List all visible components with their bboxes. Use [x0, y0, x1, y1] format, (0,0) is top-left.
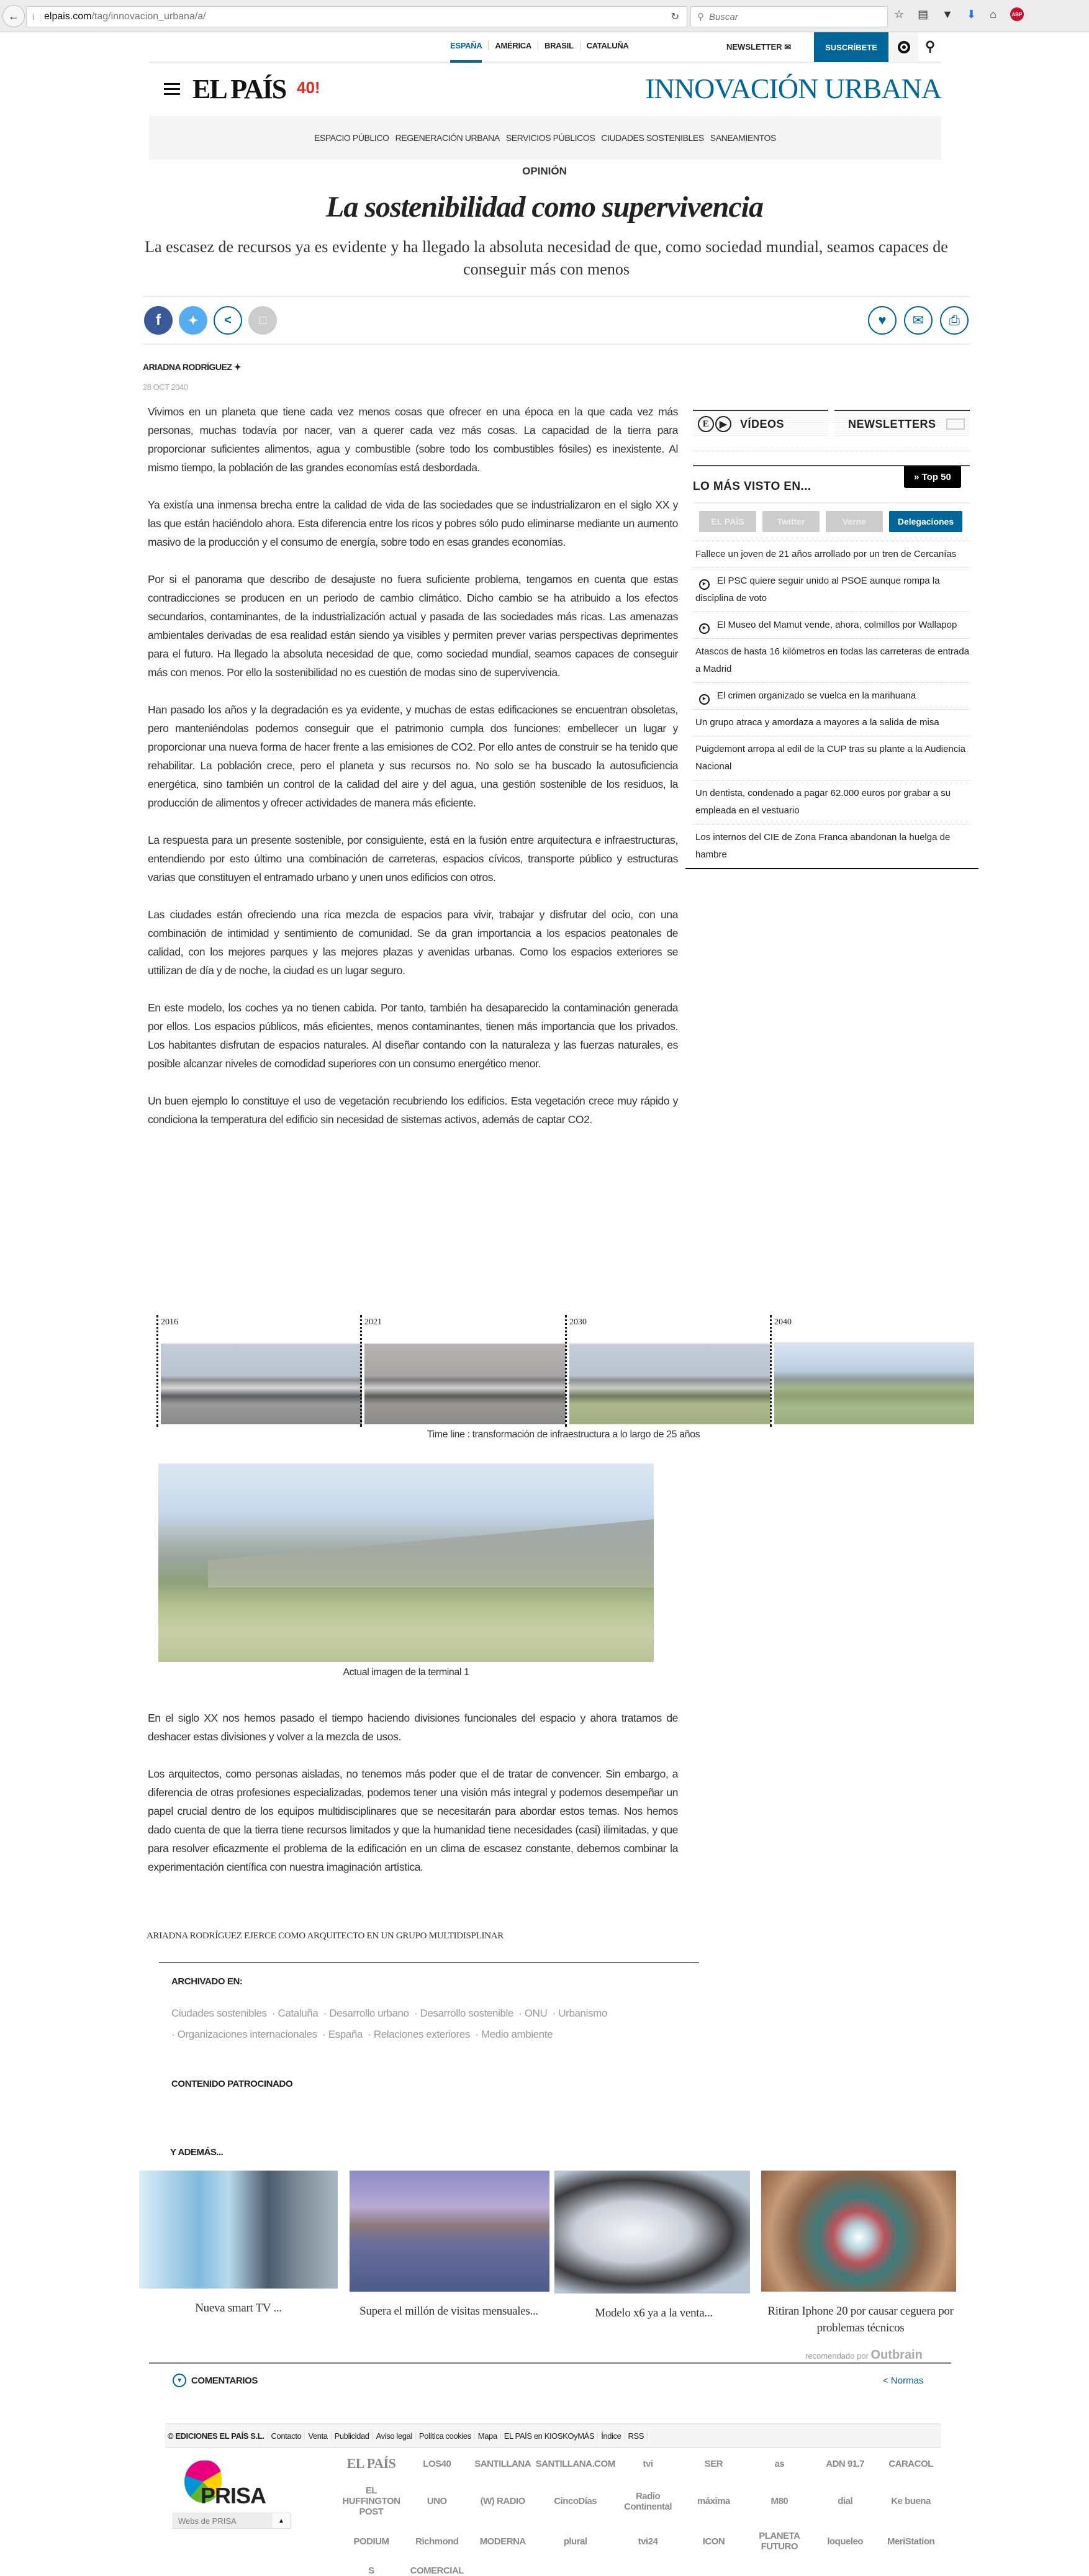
edition-america[interactable]: AMÉRICA [489, 41, 538, 50]
footer-link[interactable]: EL PAÍS en KIOSKOyMÁS [501, 2431, 599, 2441]
author-byline[interactable] [143, 362, 241, 373]
comments-toggle[interactable] [173, 2374, 258, 2387]
brand-logo[interactable]: M80 [770, 2496, 789, 2506]
chevron-up-icon: ▲ [273, 2513, 290, 2528]
email-button[interactable]: ✉ [904, 306, 933, 335]
share-button[interactable]: < [214, 306, 242, 335]
nav-ciudades-sostenibles[interactable]: CIUDADES SOSTENIBLES [601, 133, 704, 143]
recommended-card[interactable] [350, 2171, 548, 2320]
play-icon: ▶ [715, 416, 731, 432]
tag-list [171, 2003, 693, 2045]
item-text: Un dentista, condenado a pagar 62.000 euros por grabar a su empleada en el vestuario [695, 788, 951, 816]
brand-logo[interactable]: LOS40 [423, 2458, 451, 2469]
author-bio: ARIADNA RODRÍGUEZ EJERCE COMO ARQUITECTO EN UN GRUPO MULTIDISPLINAR [147, 1931, 504, 1941]
brand-logo[interactable]: ICON [702, 2536, 725, 2547]
top50-button[interactable]: » Top 50 [904, 466, 961, 488]
brand-logo[interactable]: dial [838, 2496, 853, 2506]
prisa-logo[interactable] [184, 2461, 266, 2508]
recommended-by-label: recomendado por [805, 2351, 869, 2361]
outbrain-credit[interactable] [805, 2348, 923, 2362]
recommended-title[interactable]: Ritiran Iphone 20 por causar ceguera por problemas técnicos [767, 2305, 954, 2334]
body-paragraph: Los arquitectos, como personas aisladas, no tenemos más poder que el de tratar de convencer. Sin embargo, a diferencia de otras profesiones especializadas, podemos tener una visión más integral y podemos desempeñar un papel crucial dentro de los equipos multidisciplinares que se necesitarán para abordar estos temas. Nos hemos dado cuenta de que la tierra tiene recursos limitados y que la humanidad tiene necesidades (casi) ilimitadas, y que para resolver eficazmente el problema de la edificación en un clima de escasez constante, debemos combinar la experimentación científica con nuestra imaginación artística. [148, 1768, 678, 1873]
recommended-title[interactable]: Nueva smart TV ... [195, 2302, 282, 2315]
brand-logo[interactable]: CincoDías [554, 2496, 597, 2506]
tag-link[interactable]: · Cataluña [271, 2007, 319, 2019]
tab-twitter[interactable]: Twitter [762, 511, 820, 532]
comments-title: COMENTARIOS [191, 2375, 258, 2386]
most-viewed-header [693, 465, 970, 502]
footer-link[interactable]: Política cookies [416, 2431, 475, 2441]
newsletter-label: NEWSLETTER [726, 42, 782, 52]
brand-logo[interactable]: loqueleo [827, 2536, 864, 2547]
el-pais-logo[interactable]: EL PAÍS [192, 74, 286, 104]
nav-espacio-publico[interactable]: ESPACIO PÚBLICO [314, 133, 389, 143]
adblock-icon[interactable]: ABP [1010, 7, 1024, 21]
footer-link[interactable]: Contacto [268, 2431, 305, 2441]
body-paragraph: Un buen ejemplo lo constituye el uso de vegetación recubriendo los edificios. Esta vegetación crece muy rápido y condiciona la temperatura del edificio sin necesidad de sistemas activos, además de captar CO2. [148, 1095, 678, 1126]
brand-logo[interactable]: Richmond [415, 2536, 459, 2547]
tag-link[interactable]: · Desarrollo sostenible [413, 2007, 513, 2019]
footer-link[interactable]: RSS [625, 2431, 648, 2441]
list-item[interactable] [693, 612, 970, 639]
list-item[interactable] [693, 736, 970, 780]
item-text: El PSC quiere seguir unido al PSOE aunque rompa la disciplina de voto [695, 576, 940, 603]
menu-icon[interactable] [164, 83, 180, 98]
timeline-year: 2016 [161, 1317, 178, 1327]
url-path: /tag/innovacion_urbana/a/ [91, 11, 206, 22]
brand-logo[interactable]: SANTILLANA.COM [535, 2458, 615, 2469]
tag-link[interactable]: · Desarrollo urbano [323, 2007, 409, 2019]
footer-link[interactable]: Mapa [475, 2431, 501, 2441]
footer-link[interactable]: Aviso legal [373, 2431, 416, 2441]
recommended-card[interactable] [139, 2171, 338, 2316]
item-text: Atascos de hasta 16 kilómetros en todas las carreteras de entrada a Madrid [695, 646, 970, 674]
edition-cataluna[interactable]: CATALUÑA [586, 41, 629, 50]
article-headline: La sostenibilidad como supervivencia [326, 191, 763, 224]
body-paragraph: Vivimos en un planeta que tiene cada vez menos cosas que ofrecer en una época en la que cada vez más personas, muchas todavía por nacer, van a querer cada vez más cosas. La capacidad de la tierra para proporcionar suficientes alimentos, agua y combustible (sobre todo los combustibles fósiles) es inexistente. Al mismo tiempo, la población de las grandes economías está desbordada. [148, 405, 678, 474]
section-nav [149, 116, 941, 160]
logo-40-badge: 40! [297, 78, 320, 97]
brand-logo[interactable]: MeriStation [887, 2536, 935, 2547]
video-icon: ▶ [699, 694, 710, 705]
body-paragraph: Por si el panorama que describo de desajuste no fuera suficiente problema, tengamos en cuenta que estas contradicciones se producen en un periodo de cambio climático. Dicho cambio se ha atribuido a los efectos secundarios, contaminantes, de la industrialización actual y pasada de las sociedades más ricas. Las amenazas ambientales derivadas de esa realidad están siendo ya visibles y permiten prever varias perspectivas deprimentes para el futuro. Ha llegado la absoluta necesidad de que, como sociedad mundial, seamos capaces de conseguir más con menos. Por ello la sostenibilidad no es cuestión de modas sino de supervivencia. [148, 573, 678, 679]
footer-link[interactable]: Publicidad [332, 2431, 373, 2441]
newsletters-label: NEWSLETTERS [848, 417, 936, 430]
newsletter-link[interactable] [726, 42, 791, 52]
webs-prisa-select[interactable] [173, 2513, 291, 2529]
brand-logo[interactable]: EL HUFFINGTON POST [342, 2485, 400, 2517]
brand-logo[interactable]: as [774, 2458, 785, 2469]
tag-link[interactable]: · Medio ambiente [475, 2028, 553, 2040]
like-button[interactable]: ♥ [868, 306, 897, 335]
body-paragraph: Las ciudades están ofreciendo una rica mezcla de espacios para vivir, trabajar y disfrutar del ocio, con una combinación de intimidad y sentimiento de comunidad. Se da gran importancia a los espacios peatonales de calidad, con los mejores parques y las mejores plazas y avenidas urbanas. Como los espacios exteriores se uttilizan de día y de noche, la ciudad es un lugar seguro. [148, 908, 678, 977]
timeline-year: 2040 [774, 1317, 792, 1327]
download-icon[interactable]: ⬇ [966, 7, 977, 20]
recommended-title[interactable]: Modelo x6 ya a la venta... [595, 2307, 713, 2320]
sponsored-title: CONTENIDO PATROCINADO [171, 2079, 293, 2089]
most-viewed-list [693, 541, 970, 868]
timeline-image-2030 [569, 1344, 770, 1424]
more-title: Y ADEMÁS... [170, 2147, 224, 2158]
brand-logo[interactable]: Radio Continental [624, 2490, 672, 2512]
article-body-continued [148, 1709, 678, 1895]
prisa-brands [338, 2456, 944, 2576]
tag-link[interactable]: · Relaciones exteriores [368, 2028, 470, 2040]
brand-logo[interactable]: SER [704, 2458, 723, 2469]
recommended-thumbnail[interactable] [350, 2171, 549, 2292]
terminal-caption: Actual imagen de la terminal 1 [343, 1667, 469, 1678]
info-icon[interactable]: i [27, 12, 40, 22]
url-host: elpais.com [44, 11, 92, 22]
twitter-share-button[interactable]: ✦ [179, 306, 207, 335]
tab-el-pais[interactable]: EL PAÍS [699, 511, 756, 532]
videos-tab[interactable] [693, 410, 828, 437]
timeline-year: 2030 [569, 1317, 587, 1327]
timeline-segment [770, 1315, 975, 1427]
item-text: Puigdemont arropa al edil de la CUP tras su plante a la Audiencia Nacional [695, 744, 965, 772]
timeline-caption: Time line : transformación de infraestructura a lo largo de 25 años [427, 1429, 700, 1440]
tag-link[interactable]: · Urbanismo [552, 2007, 607, 2019]
sidebar [685, 410, 978, 869]
edition-bar [149, 32, 941, 63]
print-button[interactable]: ⎙ [940, 306, 969, 335]
item-text: Los internos del CIE de Zona Franca abandonan la huelga de hambre [695, 832, 951, 860]
body-paragraph: Han pasado los años y la degradación es ya evidente, y muchas de estas edificaciones se encuentran obsoletas, pero manteniéndolas podemos conseguir que el patrimonio cumpla dos funciones: embellecer un lugar y proporcionar una nueva forma de hacer frente a las emisiones de CO2. Por ello antes de construir se ha tenido que rehabilitar. La población crece, pero el planeta y sus recursos no. No solo se ha buscado la autosuficiencia energética, sino también un control de la calidad del aire y del agua, una gestión sostenible de los residuos, la producción de alimentos y ofrecer actividades de manera más eficiente. [148, 703, 678, 809]
list-item[interactable] [693, 683, 970, 710]
body-paragraph: En este modelo, los coches ya no tienen cabida. Por tanto, también ha desaparecido la contaminación generada por ellos. Los espacios públicos, más eficientes, menos contaminantes, tienen más importancia que los privados. Los habitantes disfrutan de espacios naturales. Al diseñar contando con la naturaleza y las fuerzas naturales, es posible alcanzar niveles de comodidad superiores con un consumo energético menor. [148, 1001, 678, 1070]
brand-logo[interactable]: (W) RADIO [480, 2496, 525, 2506]
brand-logo[interactable]: PODIUM [353, 2536, 389, 2547]
footer-link[interactable]: Índice [598, 2431, 625, 2441]
timeline-year: 2021 [364, 1317, 382, 1327]
envelope-icon: ✉ [784, 42, 792, 52]
recommended-card[interactable] [761, 2171, 960, 2336]
list-item[interactable] [693, 639, 970, 683]
back-button[interactable]: ← [2, 5, 25, 27]
brand-logo[interactable]: tvi [643, 2458, 653, 2469]
star-icon[interactable]: ☆ [894, 7, 905, 20]
reading-list-icon[interactable]: ▤ [918, 7, 929, 20]
brand-logo[interactable]: SANTILLANA [474, 2458, 531, 2469]
edition-espana[interactable]: ESPAÑA [444, 41, 489, 50]
section-title[interactable]: INNOVACIÓN URBANA [645, 73, 941, 104]
newsletters-tab[interactable] [834, 410, 970, 437]
videos-label: VÍDEOS [740, 417, 785, 430]
body-paragraph: Ya existía una inmensa brecha entre la calidad de vida de las sociedades que se industrializaron en el siglo XX y las que están haciéndolo ahora. Esta diferencia entre los ricos y pobres sólo pudo eliminarse mediante un aumento masivo de la producción y el consumo de energía, sobre todo en esas grandes economías. [148, 499, 678, 548]
footer-link[interactable]: Venta [305, 2431, 331, 2441]
tab-delegaciones[interactable]: Delegaciones [889, 511, 962, 532]
recommended-card[interactable] [554, 2171, 753, 2321]
most-viewed-title: LO MÁS VISTO EN... [693, 480, 811, 493]
footer-copyright: © EDICIONES EL PAÍS S.L. [165, 2431, 268, 2441]
article-kicker: OPINIÓN [522, 165, 567, 177]
search-placeholder: Buscar [709, 11, 738, 22]
search-icon[interactable]: ⚲ [925, 38, 936, 54]
recommended-title[interactable]: Supera el millón de visitas mensuales... [359, 2305, 538, 2318]
browser-tools [894, 7, 1024, 21]
nav-servicios-publicos[interactable]: SERVICIOS PÚBLICOS [505, 133, 595, 143]
tags-title: ARCHIVADO EN: [171, 1976, 243, 1987]
tag-link[interactable]: · ONU [518, 2007, 548, 2019]
video-icon: ▶ [699, 579, 710, 590]
brand-logo[interactable]: ADN 91.7 [826, 2458, 865, 2469]
list-item[interactable] [693, 568, 970, 612]
timeline-figure [149, 1315, 975, 1427]
item-text: El Museo del Mamut vende, ahora, colmillos por Wallapop [717, 620, 957, 630]
masthead [149, 65, 941, 115]
address-bar[interactable] [26, 6, 687, 27]
item-text: Un grupo atraca y amordaza a mayores a la salida de misa [695, 717, 939, 728]
user-icon [898, 41, 910, 53]
tag-link[interactable]: Ciudades sostenibles [171, 2007, 267, 2019]
subscribe-button[interactable]: SUSCRÍBETE [814, 32, 888, 62]
brand-logo[interactable]: COMERCIAL [410, 2565, 464, 2576]
user-button[interactable] [890, 32, 918, 62]
chevron-down-icon: ▼ [173, 2374, 186, 2387]
item-text: El crimen organizado se vuelca en la marihuana [717, 690, 916, 701]
brand-logo[interactable]: UNO [427, 2496, 447, 2506]
twitter-icon[interactable]: ✦ [233, 362, 242, 372]
brand-logo[interactable]: máxima [697, 2496, 730, 2506]
webs-select-label: Webs de PRISA [178, 2516, 237, 2526]
most-viewed-tabs [693, 502, 970, 541]
recommended-thumbnail[interactable] [139, 2171, 338, 2289]
tab-verne[interactable]: Verne [826, 511, 883, 532]
brand-logo[interactable]: plural [563, 2536, 587, 2547]
timeline-segment [565, 1315, 770, 1427]
share-bar [143, 296, 970, 345]
tag-link[interactable]: · España [322, 2028, 363, 2040]
list-item[interactable] [693, 825, 970, 868]
recommended-thumbnail[interactable] [761, 2171, 956, 2292]
comments-button[interactable]: □ [248, 306, 277, 335]
author-name[interactable]: ARIADNA RODRÍGUEZ [143, 362, 232, 372]
brand-logo[interactable]: PLANETA FUTURO [759, 2531, 800, 2552]
el-pais-e-icon: E [698, 416, 714, 432]
facebook-share-button[interactable]: f [144, 306, 173, 335]
search-icon: ⚲ [697, 12, 704, 22]
list-item[interactable] [693, 541, 970, 568]
rules-link[interactable]: < Normas [883, 2375, 924, 2386]
terminal-image [158, 1463, 654, 1662]
browser-toolbar [0, 0, 1089, 32]
envelope-icon [946, 418, 965, 430]
recommended-thumbnail[interactable] [554, 2171, 750, 2294]
timeline-segment [360, 1315, 565, 1427]
nav-regeneracion-urbana[interactable]: REGENERACIÓN URBANA [395, 133, 500, 143]
timeline-image-2040 [774, 1342, 974, 1424]
brand-logo[interactable]: tvi24 [638, 2536, 658, 2547]
tag-link[interactable]: · Organizaciones internacionales [171, 2028, 317, 2040]
brand-logo[interactable]: MODERNA [479, 2536, 526, 2547]
timeline-segment [156, 1315, 360, 1427]
outbrain-logo: Outbrain [870, 2348, 923, 2362]
brand-logo[interactable]: Ke buena [891, 2496, 931, 2506]
video-icon: ▶ [699, 623, 710, 634]
body-paragraph: En el siglo XX nos hemos pasado el tiempo haciendo divisiones funcionales del espacio y ahora tratamos de deshacer estas divisiones y volver a la mezcla de usos. [148, 1712, 678, 1743]
brand-logo[interactable]: S [368, 2565, 374, 2576]
body-paragraph: La respuesta para un presente sostenible, por consiguiente, está en la fusión entre arquitectura e infraestructuras, entendiendo por esto último una combinación de carreteras, espacios cívicos, transporte público y estructuras varias que constituyen el entramado urbano y unen unos edificios con otros. [148, 834, 678, 884]
footer-links [165, 2423, 941, 2448]
edition-links [444, 41, 635, 50]
article-body [148, 402, 678, 1147]
reload-icon[interactable]: ↻ [671, 12, 679, 22]
home-icon[interactable]: ⌂ [990, 7, 996, 20]
edition-brasil[interactable]: BRASIL [538, 41, 581, 50]
item-text: Fallece un joven de 21 años arrollado por un tren de Cercanías [695, 549, 957, 559]
browser-search-input[interactable] [690, 6, 888, 27]
prisa-wordmark: PRISA [201, 2483, 266, 2508]
article-standfirst: La escasez de recursos ya es evidente y ha llegado la absoluta necesidad de que, como sociedad mundial, seamos capaces de conseguir más con menos [145, 238, 948, 278]
brand-logo[interactable]: CARACOL [888, 2458, 933, 2469]
list-item[interactable] [693, 710, 970, 736]
article-date: 28 OCT 2040 [143, 382, 188, 392]
brand-logo[interactable]: EL PAÍS [346, 2456, 396, 2471]
nav-saneamientos[interactable]: SANEAMIENTOS [710, 133, 776, 143]
timeline-image-2016 [161, 1344, 362, 1424]
pocket-icon[interactable]: ▼ [942, 7, 953, 20]
list-item[interactable] [693, 780, 970, 825]
timeline-image-2021 [364, 1344, 566, 1424]
